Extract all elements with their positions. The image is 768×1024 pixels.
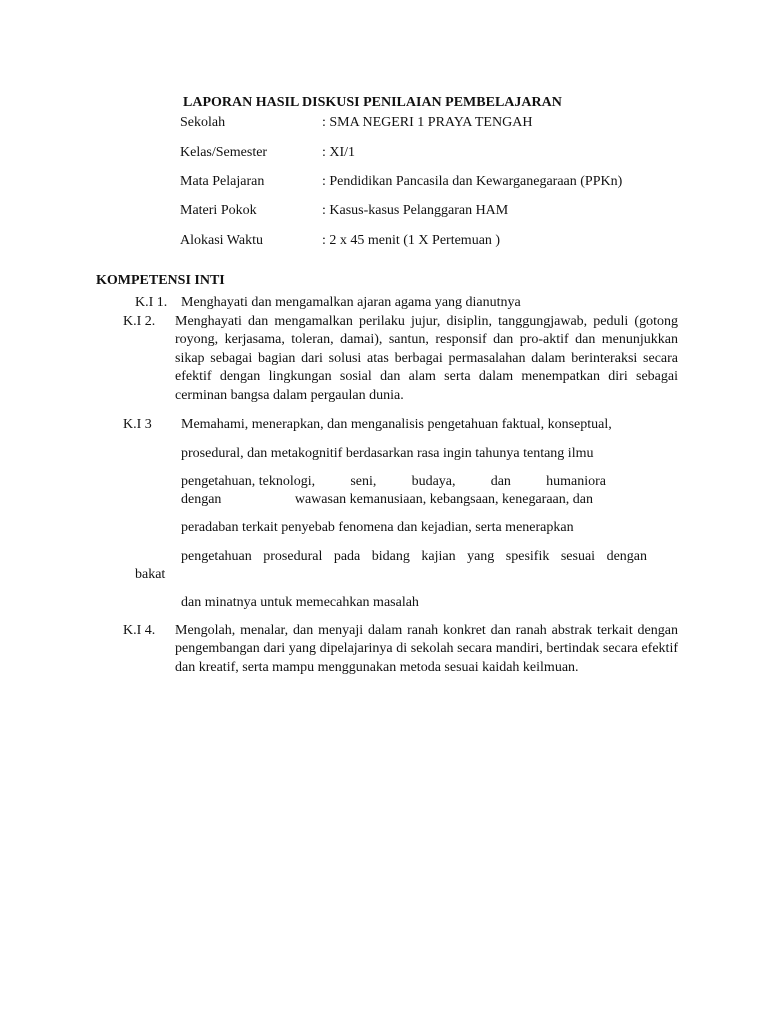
info-label-mapel: Mata Pelajaran [180, 174, 265, 189]
ki3-label: K.I 3 [123, 417, 152, 432]
ki4-label: K.I 4. [123, 623, 156, 638]
ki3-line-2: prosedural, dan metakognitif berdasarkan rasa ingin tahunya tentang ilmu [181, 446, 594, 461]
ki3-line-6b: bakat [135, 567, 166, 582]
ki3-line-6: pengetahuan prosedural pada bidang kajian yang spesifik sesuai dengan [181, 549, 647, 564]
ki1-text: Menghayati dan mengamalkan ajaran agama yang dianutnya [181, 295, 521, 310]
info-label-alokasi: Alokasi Waktu [180, 233, 263, 248]
ki2-label: K.I 2. [123, 314, 156, 329]
ki3-line-4 [181, 491, 593, 508]
info-value-mapel: : Pendidikan Pancasila dan Kewarganegaraan (PPKn) [322, 174, 623, 189]
ki3-line-3-word: budaya, [411, 474, 456, 489]
info-value-materi: : Kasus-kasus Pelanggaran HAM [322, 203, 509, 218]
info-value-kelas: : XI/1 [322, 145, 356, 160]
info-label-kelas: Kelas/Semester [180, 145, 268, 160]
section-title: KOMPETENSI INTI [96, 273, 225, 288]
ki3-line-3-word: seni, [350, 474, 377, 489]
ki3-line-3-word: dan [490, 474, 511, 489]
ki3-line-5: peradaban terkait penyebab fenomena dan kejadian, serta menerapkan [181, 520, 574, 535]
info-value-sekolah: : SMA NEGERI 1 PRAYA TENGAH [322, 115, 533, 130]
info-value-alokasi: : 2 x 45 menit (1 X Pertemuan ) [322, 233, 501, 248]
ki3-line-4-word: dengan [181, 492, 222, 507]
ki3-line-7: dan minatnya untuk memecahkan masalah [181, 595, 419, 610]
ki4-text: Mengolah, menalar, dan menyaji dalam ranah konkret dan ranah abstrak terkait dengan pengembangan dari yang dipelajarinya di sekolah secara mandiri, bertindak secara efektif dan kreatif, serta mampu menggunakan metoda sesuai kaidah keilmuan. [175, 623, 678, 675]
ki3-line-3-word: pengetahuan, teknologi, [181, 474, 316, 489]
document-title: LAPORAN HASIL DISKUSI PENILAIAN PEMBELAJARAN [183, 95, 562, 110]
ki3-line-4-word: wawasan kemanusiaan, kebangsaan, kenegaraan, dan [294, 492, 593, 507]
ki3-line-1: Memahami, menerapkan, dan menganalisis pengetahuan faktual, konseptual, [181, 417, 612, 432]
ki1-label: K.I 1. [135, 295, 168, 310]
ki3-line-3-word: humaniora [546, 474, 606, 489]
ki3-line-3 [181, 473, 606, 490]
ki2-text: Menghayati dan mengamalkan perilaku jujur, disiplin, tanggungjawab, peduli (gotong royong, kerjasama, toleran, damai), santun, responsif dan pro-aktif dan menunjukkan sikap sebagai bagian dari solusi atas berbagai permasalahan dalam berinteraksi secara efektif dengan lingkungan sosial dan alam serta dalam menempatkan diri sebagai cerminan bangsa dalam pergaulan dunia. [175, 314, 678, 403]
info-label-sekolah: Sekolah [180, 115, 226, 130]
info-label-materi: Materi Pokok [180, 203, 257, 218]
